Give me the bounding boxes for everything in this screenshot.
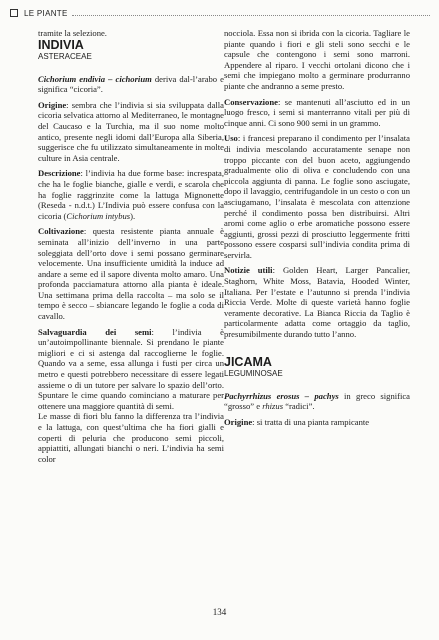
salvaguardia-continued: Le masse di fiori blu fanno la differenza tra l’indivia e la lattuga, con quest’ultima che ha fiori gialli e coperti di peluria che producono semi piccoli, appiattiti, allungati bianchi o neri. L’indivia ha semi color — [38, 411, 224, 464]
entry-family-indivia: ASTERACEAE — [38, 51, 92, 61]
continued-text: tramite la selezione. — [38, 28, 107, 38]
entry-title-jicama: JICAMA — [224, 354, 272, 369]
salvaguardia-paragraph: Salvaguardia dei semi: l’indivia è un’autoimpollinante biennale. Si prendano le piante migliori e ci si astenga dal raccoglierne le foglie. Quando va a seme, essa allunga i fusti per circa un metro e questi potrebbero necessitare di essere legati assieme o di un tutore per salvare lo spazio dell’orto. Spuntare le cime quando cominciano a maturare per ottenere una maggiore quantità di semi. — [38, 326, 224, 411]
uso-paragraph: Uso: i francesi preparano il condimento per l’insalata di indivia mescolando accuratamente senape non troppo piccante con del buon aceto, aggiungendo gradualmente olio di oliva e concludendo con una piccola aggiunta di panna. Le foglie sono asciugate, dopo il lavaggio, centrifugandole in un cesto o con un asciugamano, l’insalata è mescolata con attenzione perché il condimento possa ben distribuirsi. Altri aromi come aglio o erbe aromatiche possono essere aggiunti, grossi pezzi di prosciutto leggermente fritti possono essere cosparsi sull’indivia condita prima di servirla. — [224, 133, 410, 260]
jicama-etymology-paragraph: Pachyrrhizus erosus – pachys in greco significa “grosso” e rhizus “radici”. — [224, 390, 411, 412]
entry-family-jicama: LEGUMINOSAE — [224, 368, 283, 378]
header-dotted-rule — [72, 10, 430, 16]
right-column — [224, 28, 410, 432]
jicama-origine-paragraph: Origine: si tratta di una pianta rampicante — [224, 416, 370, 427]
notizie-paragraph: Notizie utili: Golden Heart, Larger Pancalier, Staghorn, White Moss, Batavia, Hooded Winter, Italiana. Per l’estate e l’autunno si prenda l’indivia Riccia Verde. Molte di queste varietà hanno foglie veramente decorative. La Bianca Riccia da Taglio è particolarmente adatta come ortaggio da taglio, presumibilmente durando tutto l’anno. — [224, 265, 410, 340]
running-header — [10, 6, 430, 20]
origine-paragraph: Origine: sembra che l’indivia si sia sviluppata dalla cicoria selvatica attorno al Mediterraneo, le montagne del Caucaso e la Turchia, ma il suo nome molto antico, presente negli idomi dall’Europa alla Siberia, suggerisce che fu utilizzato simultaneamente in molte culture in Asia centrale. — [38, 99, 224, 163]
botanical-name: Cichorium endivia – cichorium — [38, 73, 152, 84]
header-square-icon — [10, 9, 18, 17]
conservazione-paragraph: Conservazione: se mantenuti all’asciutto ed in un luogo fresco, i semi si manterranno vitali per più di cinque anni. Ci sono 900 semi in un grammo. — [224, 96, 410, 128]
entry-title-indivia: INDIVIA — [38, 37, 84, 52]
left-column — [38, 28, 224, 469]
descrizione-paragraph: Descrizione: l’indivia ha due forme base: increspata, che ha le foglie bianche, gialle e verdi, e scarola che ha foglie raggrinzite come la lattuga Mignonette (Reseda - n.d.t.) L’Indivia può essere confusa con la cicoria (Cichorium intybus). — [38, 168, 224, 221]
continued-text-right: nocciola. Essa non si ibrida con la cicoria. Tagliare le piante quando i fiori e gli steli sono secchi e le capsule che contengono i semi sono marroni. Appendere al riparo. I vecchi ortolani dicono che i semi che impiegano molto a germinare produrranno piante che andranno a seme presto. — [224, 28, 410, 91]
etymology-paragraph: Cichorium endivia – cichorium deriva dal-l’arabo e significa “cicoria”. — [38, 73, 224, 95]
coltivazione-paragraph: Coltivazione: questa resistente pianta annuale è seminata all’inizio dell’inverno in una parte soleggiata dell’orto dove i semi possano germinare velocemente. Una insufficiente umidità la induce ad andare a seme ed il sapore diventa molto amaro. Una profonda pacciamatura attorno alla pianta è ideale. Una settimana prima della raccolta – ma solo se il tempo è secco – sbiancare legando le foglie a coda di cavallo. — [38, 226, 224, 322]
page-number: 134 — [212, 607, 227, 617]
header-title: LE PIANTE — [24, 8, 68, 18]
